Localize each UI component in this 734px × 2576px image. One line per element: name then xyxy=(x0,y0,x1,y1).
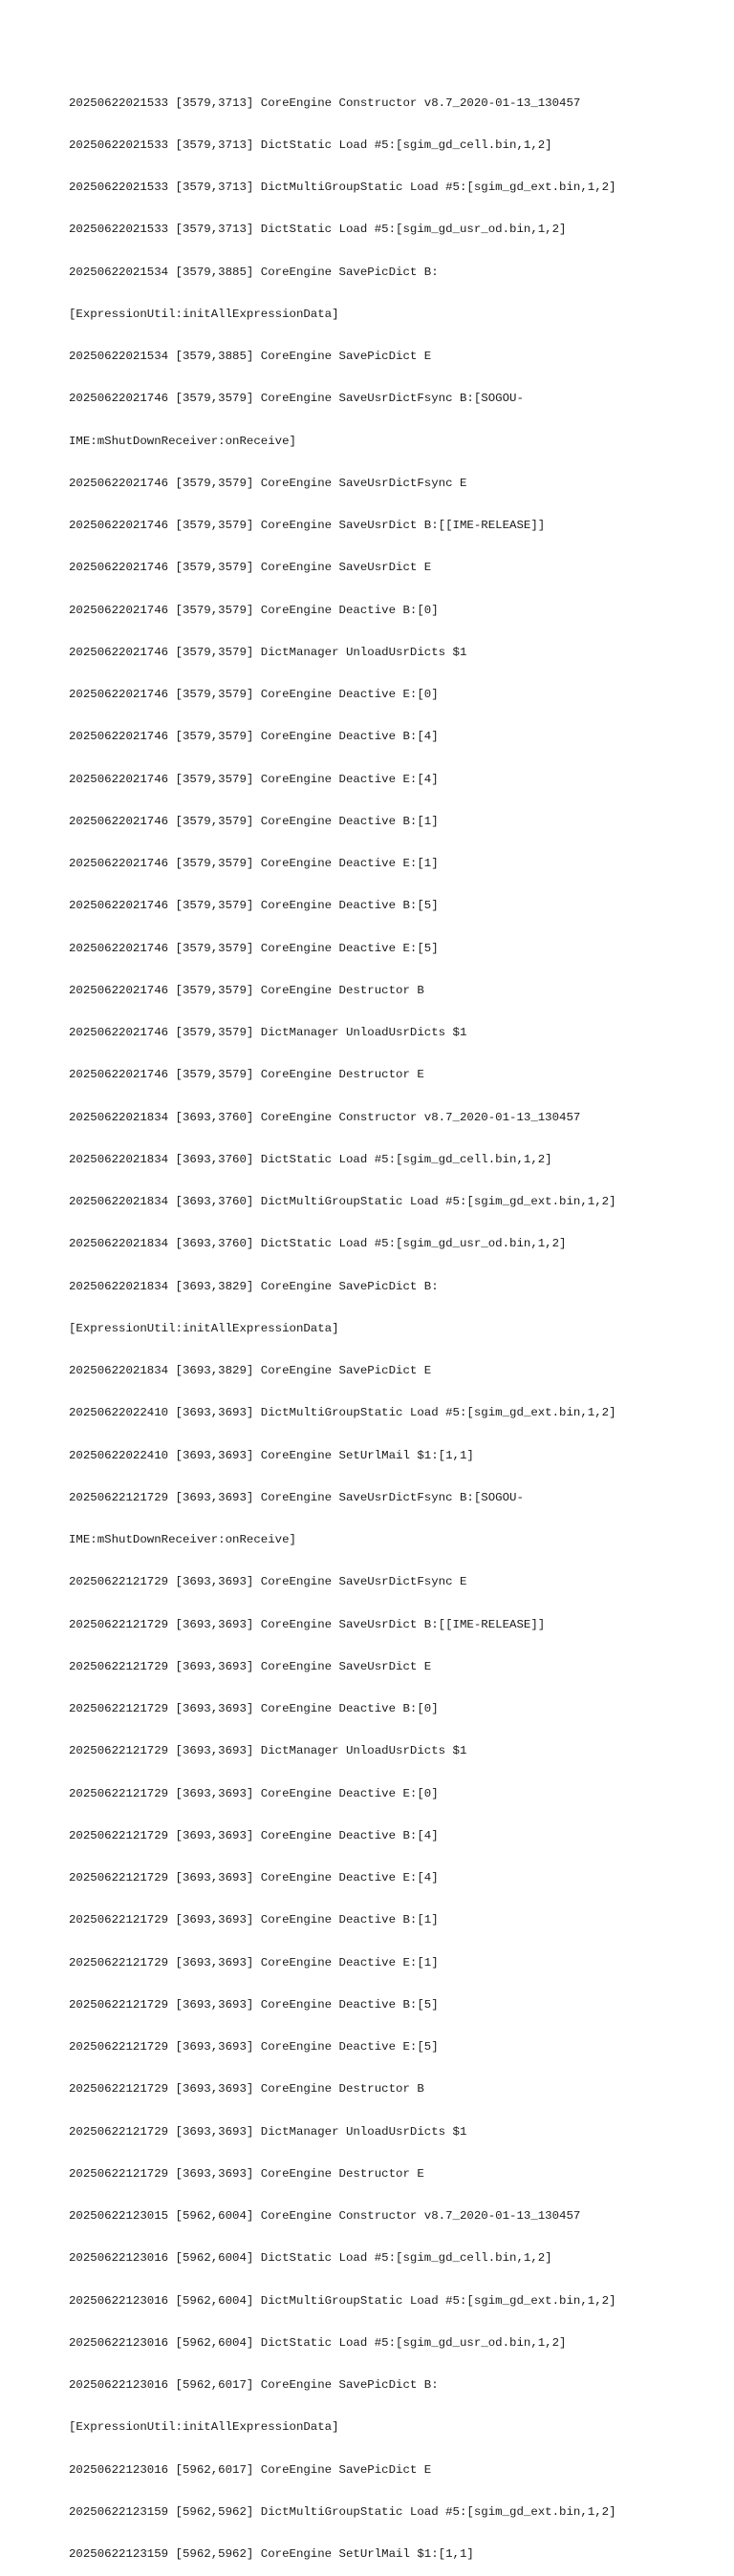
log-line: 20250622021746 [3579,3579] CoreEngine Deactive B:[1] xyxy=(69,814,439,828)
log-line: 20250622021746 [3579,3579] CoreEngine Deactive E:[4] xyxy=(69,772,439,786)
log-line: 20250622022410 [3693,3693] CoreEngine SetUrlMail $1:[1,1] xyxy=(69,1448,474,1462)
log-line: 20250622121729 [3693,3693] CoreEngine Deactive B:[1] xyxy=(69,1913,439,1927)
log-line: 20250622021834 [3693,3829] CoreEngine SavePicDict B: xyxy=(69,1279,439,1293)
log-line: 20250622021834 [3693,3760] CoreEngine Constructor v8.7_2020-01-13_130457 xyxy=(69,1110,581,1124)
log-line: 20250622121729 [3693,3693] CoreEngine SaveUsrDictFsync E xyxy=(69,1575,467,1589)
log-line: 20250622121729 [3693,3693] CoreEngine Destructor B xyxy=(69,2082,424,2097)
log-line: 20250622021746 [3579,3579] CoreEngine SaveUsrDict B:[[IME-RELEASE]] xyxy=(69,519,546,532)
log-line: 20250622121729 [3693,3693] DictManager UnloadUsrDicts $1 xyxy=(69,2124,467,2139)
log-line: 20250622022410 [3693,3693] DictMultiGroupStatic Load #5:[sgim_gd_ext.bin,1,2] xyxy=(69,1406,616,1420)
log-line: 20250622121729 [3693,3693] CoreEngine Deactive B:[4] xyxy=(69,1828,439,1842)
log-line: 20250622021746 [3579,3579] CoreEngine Destructor B xyxy=(69,983,424,997)
log-line: 20250622021746 [3579,3579] CoreEngine Deactive B:[5] xyxy=(69,899,439,913)
log-line: 20250622121729 [3693,3693] DictManager UnloadUsrDicts $1 xyxy=(69,1744,467,1758)
log-line: 20250622121729 [3693,3693] CoreEngine Deactive B:[0] xyxy=(69,1702,439,1715)
log-line: 20250622021746 [3579,3579] CoreEngine Deactive B:[0] xyxy=(69,603,439,617)
log-line: 20250622123016 [5962,6004] DictMultiGroupStatic Load #5:[sgim_gd_ext.bin,1,2] xyxy=(69,2293,616,2308)
log-line: 20250622021746 [3579,3579] CoreEngine Destructor E xyxy=(69,1068,424,1082)
log-line: 20250622123016 [5962,6004] DictStatic Load #5:[sgim_gd_usr_od.bin,1,2] xyxy=(69,2335,567,2350)
log-line: 20250622021533 [3579,3713] DictMultiGroupStatic Load #5:[sgim_gd_ext.bin,1,2] xyxy=(69,181,616,194)
log-line: 20250622021746 [3579,3579] CoreEngine Deactive B:[4] xyxy=(69,730,439,744)
log-line: 20250622021746 [3579,3579] CoreEngine SaveUsrDict E xyxy=(69,561,432,575)
log-line: 20250622021746 [3579,3579] CoreEngine Deactive E:[0] xyxy=(69,688,439,701)
log-line: 20250622123016 [5962,6017] CoreEngine SavePicDict B: xyxy=(69,2378,439,2392)
log-document xyxy=(69,68,680,2576)
log-line: 20250622021834 [3693,3760] DictStatic Load #5:[sgim_gd_usr_od.bin,1,2] xyxy=(69,1237,567,1251)
log-line: 20250622121729 [3693,3693] CoreEngine Destructor E xyxy=(69,2166,424,2181)
log-line: 20250622021533 [3579,3713] DictStatic Load #5:[sgim_gd_cell.bin,1,2] xyxy=(69,138,552,152)
log-line: 20250622021534 [3579,3885] CoreEngine SavePicDict E xyxy=(69,350,432,363)
log-line: 20250622021746 [3579,3579] CoreEngine Deactive E:[1] xyxy=(69,857,439,870)
log-line: 20250622021534 [3579,3885] CoreEngine SavePicDict B: xyxy=(69,265,439,279)
log-line: [ExpressionUtil:initAllExpressionData] xyxy=(69,307,339,321)
log-line: 20250622121729 [3693,3693] CoreEngine Deactive E:[5] xyxy=(69,2040,439,2054)
log-line: 20250622123015 [5962,6004] CoreEngine Constructor v8.7_2020-01-13_130457 xyxy=(69,2209,581,2223)
log-line: 20250622021746 [3579,3579] CoreEngine SaveUsrDictFsync B:[SOGOU- xyxy=(69,392,524,406)
log-line: [ExpressionUtil:initAllExpressionData] xyxy=(69,2420,339,2435)
log-line: [ExpressionUtil:initAllExpressionData] xyxy=(69,1321,339,1335)
log-line: 20250622021746 [3579,3579] DictManager UnloadUsrDicts $1 xyxy=(69,645,467,659)
log-line: 20250622123159 [5962,5962] CoreEngine SetUrlMail $1:[1,1] xyxy=(69,2547,474,2561)
log-line: 20250622123159 [5962,5962] DictMultiGroupStatic Load #5:[sgim_gd_ext.bin,1,2] xyxy=(69,2504,616,2519)
log-line: 20250622121729 [3693,3693] CoreEngine SaveUsrDict E xyxy=(69,1659,432,1673)
log-line: 20250622121729 [3693,3693] CoreEngine SaveUsrDict B:[[IME-RELEASE]] xyxy=(69,1617,546,1631)
log-line: 20250622121729 [3693,3693] CoreEngine SaveUsrDictFsync B:[SOGOU- xyxy=(69,1490,524,1504)
log-line: IME:mShutDownReceiver:onReceive] xyxy=(69,1533,296,1546)
log-line: IME:mShutDownReceiver:onReceive] xyxy=(69,434,296,448)
log-line: 20250622021746 [3579,3579] CoreEngine Deactive E:[5] xyxy=(69,941,439,955)
log-line: 20250622121729 [3693,3693] CoreEngine Deactive E:[4] xyxy=(69,1871,439,1884)
log-line: 20250622121729 [3693,3693] CoreEngine Deactive B:[5] xyxy=(69,1997,439,2012)
log-line: 20250622021533 [3579,3713] CoreEngine Constructor v8.7_2020-01-13_130457 xyxy=(69,96,581,110)
log-line: 20250622021746 [3579,3579] DictManager UnloadUsrDicts $1 xyxy=(69,1026,467,1039)
log-line: 20250622021834 [3693,3760] DictMultiGroupStatic Load #5:[sgim_gd_ext.bin,1,2] xyxy=(69,1195,616,1208)
log-line: 20250622121729 [3693,3693] CoreEngine Deactive E:[1] xyxy=(69,1955,439,1969)
log-line: 20250622021834 [3693,3829] CoreEngine SavePicDict E xyxy=(69,1364,432,1377)
log-line: 20250622021533 [3579,3713] DictStatic Load #5:[sgim_gd_usr_od.bin,1,2] xyxy=(69,223,567,237)
log-line: 20250622123016 [5962,6017] CoreEngine SavePicDict E xyxy=(69,2462,432,2477)
log-line: 20250622123016 [5962,6004] DictStatic Load #5:[sgim_gd_cell.bin,1,2] xyxy=(69,2251,552,2266)
log-line: 20250622021834 [3693,3760] DictStatic Load #5:[sgim_gd_cell.bin,1,2] xyxy=(69,1152,552,1166)
log-line: 20250622021746 [3579,3579] CoreEngine SaveUsrDictFsync E xyxy=(69,476,467,490)
log-line: 20250622121729 [3693,3693] CoreEngine Deactive E:[0] xyxy=(69,1786,439,1800)
